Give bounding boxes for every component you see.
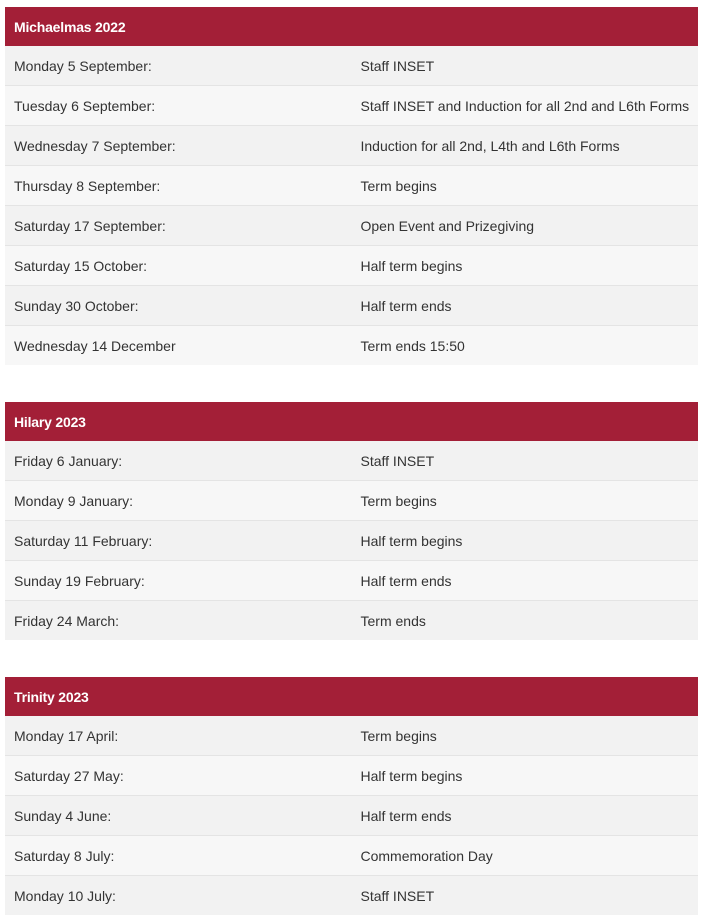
date-cell: Saturday 15 October: — [5, 246, 352, 286]
event-cell: Half term ends — [352, 796, 699, 836]
date-cell: Monday 9 January: — [5, 481, 352, 521]
date-cell: Friday 24 March: — [5, 601, 352, 641]
event-cell: Staff INSET and Induction for all 2nd and L6th Forms — [352, 86, 699, 126]
table-row — [5, 126, 698, 166]
date-cell: Tuesday 6 September: — [5, 86, 352, 126]
date-cell: Wednesday 7 September: — [5, 126, 352, 166]
table-row — [5, 86, 698, 126]
event-cell: Term begins — [352, 716, 699, 756]
date-cell: Monday 5 September: — [5, 46, 352, 86]
date-cell: Saturday 17 September: — [5, 206, 352, 246]
event-cell: Half term begins — [352, 756, 699, 796]
event-cell: Term begins — [352, 481, 699, 521]
event-cell: Term ends — [352, 601, 699, 641]
event-cell: Staff INSET — [352, 876, 699, 916]
date-cell: Friday 6 January: — [5, 441, 352, 481]
table-row — [5, 481, 698, 521]
event-cell: Staff INSET — [352, 46, 699, 86]
event-cell: Term begins — [352, 166, 699, 206]
table-row — [5, 246, 698, 286]
date-cell: Thursday 8 September: — [5, 166, 352, 206]
term-header-row — [5, 677, 698, 716]
date-cell: Saturday 11 February: — [5, 521, 352, 561]
event-cell: Induction for all 2nd, L4th and L6th Forms — [352, 126, 699, 166]
event-cell: Half term begins — [352, 521, 699, 561]
table-row — [5, 206, 698, 246]
table-row — [5, 876, 698, 916]
table-row — [5, 796, 698, 836]
date-cell: Sunday 30 October: — [5, 286, 352, 326]
term-title: Michaelmas 2022 — [5, 7, 698, 46]
event-cell: Half term ends — [352, 286, 699, 326]
table-row — [5, 46, 698, 86]
date-cell: Monday 17 April: — [5, 716, 352, 756]
date-cell: Wednesday 14 December — [5, 326, 352, 366]
term-table-trinity — [5, 677, 698, 915]
term-table-hilary — [5, 402, 698, 640]
table-row — [5, 326, 698, 366]
table-row — [5, 441, 698, 481]
term-title: Hilary 2023 — [5, 402, 698, 441]
term-header-row — [5, 7, 698, 46]
event-cell: Staff INSET — [352, 441, 699, 481]
table-row — [5, 836, 698, 876]
event-cell: Half term begins — [352, 246, 699, 286]
date-cell: Saturday 8 July: — [5, 836, 352, 876]
table-row — [5, 601, 698, 641]
table-row — [5, 716, 698, 756]
event-cell: Commemoration Day — [352, 836, 699, 876]
table-row — [5, 756, 698, 796]
term-header-row — [5, 402, 698, 441]
event-cell: Half term ends — [352, 561, 699, 601]
event-cell: Open Event and Prizegiving — [352, 206, 699, 246]
date-cell: Sunday 19 February: — [5, 561, 352, 601]
event-cell: Term ends 15:50 — [352, 326, 699, 366]
term-title: Trinity 2023 — [5, 677, 698, 716]
table-row — [5, 561, 698, 601]
date-cell: Sunday 4 June: — [5, 796, 352, 836]
term-table-michaelmas — [5, 7, 698, 365]
table-row — [5, 166, 698, 206]
table-row — [5, 521, 698, 561]
date-cell: Saturday 27 May: — [5, 756, 352, 796]
table-row — [5, 286, 698, 326]
date-cell: Monday 10 July: — [5, 876, 352, 916]
